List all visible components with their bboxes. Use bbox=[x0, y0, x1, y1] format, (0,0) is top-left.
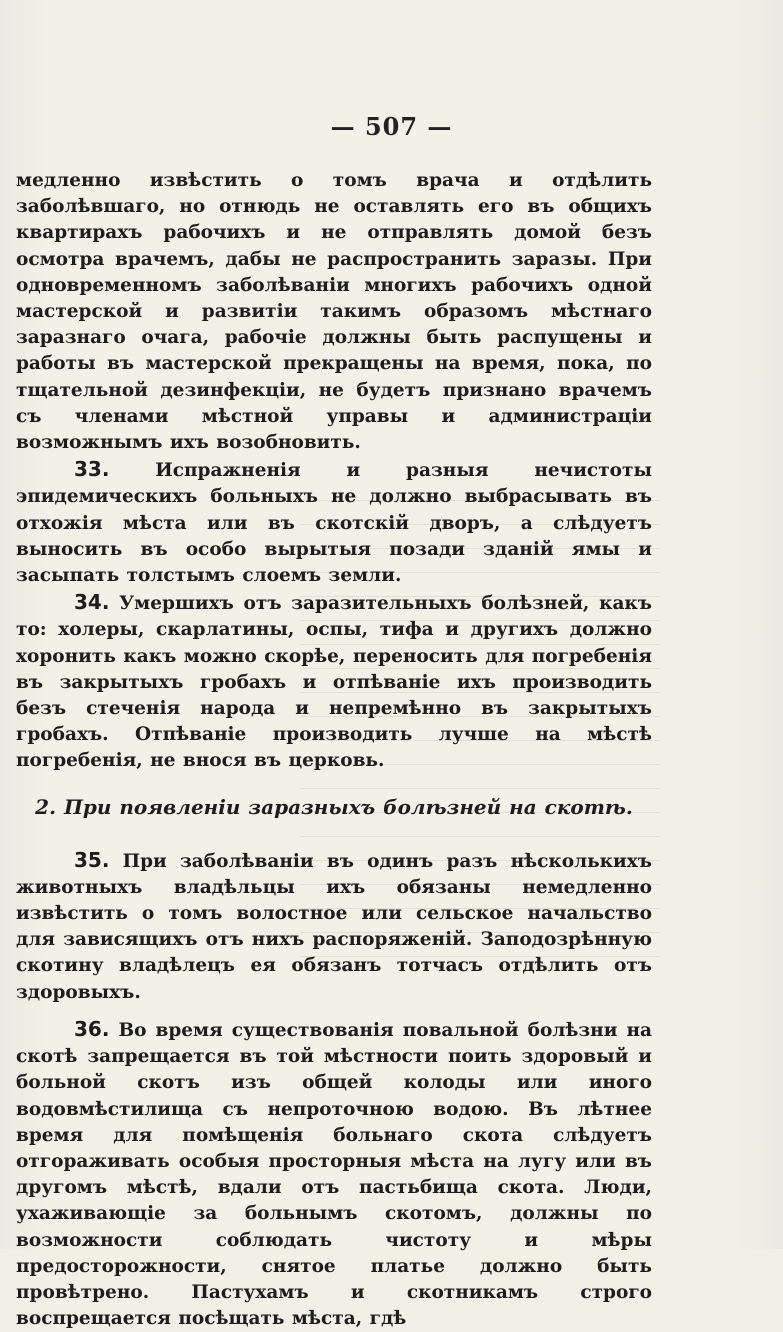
paragraph-36 bbox=[16, 1016, 652, 1332]
paragraph-text: Во время существованія повальной болѣзни на скотѣ запрещается въ той мѣстности поить здоровый и больной скотъ изъ общей колоды или иного водовмѣстилища съ непроточною водою. Въ лѣтнее время для помѣщенія больнаго скота слѣдуетъ отгораживать особыя просторныя мѣста на лугу или въ другомъ мѣстѣ, вдали отъ пастьбища скота. Люди, ухаживающіе за больнымъ скотомъ, должны по возможности соблюдать чистоту и мѣры предосторожности, снятое платье должно быть провѣтрено. Пастухамъ и скотникамъ строго воспрещается посѣщать мѣста, гдѣ bbox=[16, 1019, 652, 1330]
paragraph-text: При заболѣваніи въ одинъ разъ нѣсколькихъ животныхъ владѣльцы ихъ обязаны немедленно извѣстить о томъ волостное или сельское начальство для зависящихъ отъ нихъ распоряженій. Заподозрѣнную скотину владѣлецъ ея обязанъ тотчасъ отдѣлить отъ здоровыхъ. bbox=[16, 850, 652, 1003]
paragraph-number: 34. bbox=[74, 590, 110, 615]
paragraph-number: 33. bbox=[74, 457, 110, 482]
paragraph-text: Испражненія и разныя нечистоты эпидемическихъ больныхъ не должно выбрасывать въ отхожія мѣста или въ скотскій дворъ, а слѣдуетъ выносить въ особо вырытыя позади зданій ямы и засыпать толстымъ слоемъ земли. bbox=[16, 460, 652, 587]
paragraph-34 bbox=[16, 589, 652, 774]
paragraph-33 bbox=[16, 456, 652, 589]
section-heading: 2. При появленіи заразныхъ болѣзней на скотѣ. bbox=[35, 794, 633, 819]
page-number: — 507 — bbox=[330, 112, 453, 141]
paragraph-number: 36. bbox=[74, 1016, 110, 1041]
body-text bbox=[16, 168, 652, 1332]
paragraph-text: Умершихъ отъ заразительныхъ болѣзней, какъ то: холеры, скарлатины, оспы, тифа и другихъ должно хоронить какъ можно скорѣе, переносить для погребенія въ закрытыхъ гробахъ и отпѣваніе ихъ производить безъ стеченія народа и непремѣнно въ закрытыхъ гробахъ. Отпѣваніе производить лучше на мѣстѣ погребенія, не внося въ церковь. bbox=[16, 593, 652, 772]
paragraph-35 bbox=[16, 847, 652, 1006]
paragraph-continuation: медленно извѣстить о томъ врача и отдѣлить заболѣвшаго, но отнюдь не оставлять его въ общихъ квартирахъ рабочихъ и не отправлять домой безъ осмотра врачемъ, дабы не распространить заразы. При одновременномъ заболѣваніи многихъ рабочихъ одной мастерской и развитіи такимъ образомъ мѣстнаго заразнаго очага, рабочіе должны быть распущены и работы въ мастерской прекращены на время, пока, по тщательной дезинфекціи, не будетъ признано врачемъ съ членами мѣстной управы и администраціи возможнымъ ихъ возобновить. bbox=[16, 170, 652, 454]
paragraph-number: 35. bbox=[74, 847, 110, 872]
